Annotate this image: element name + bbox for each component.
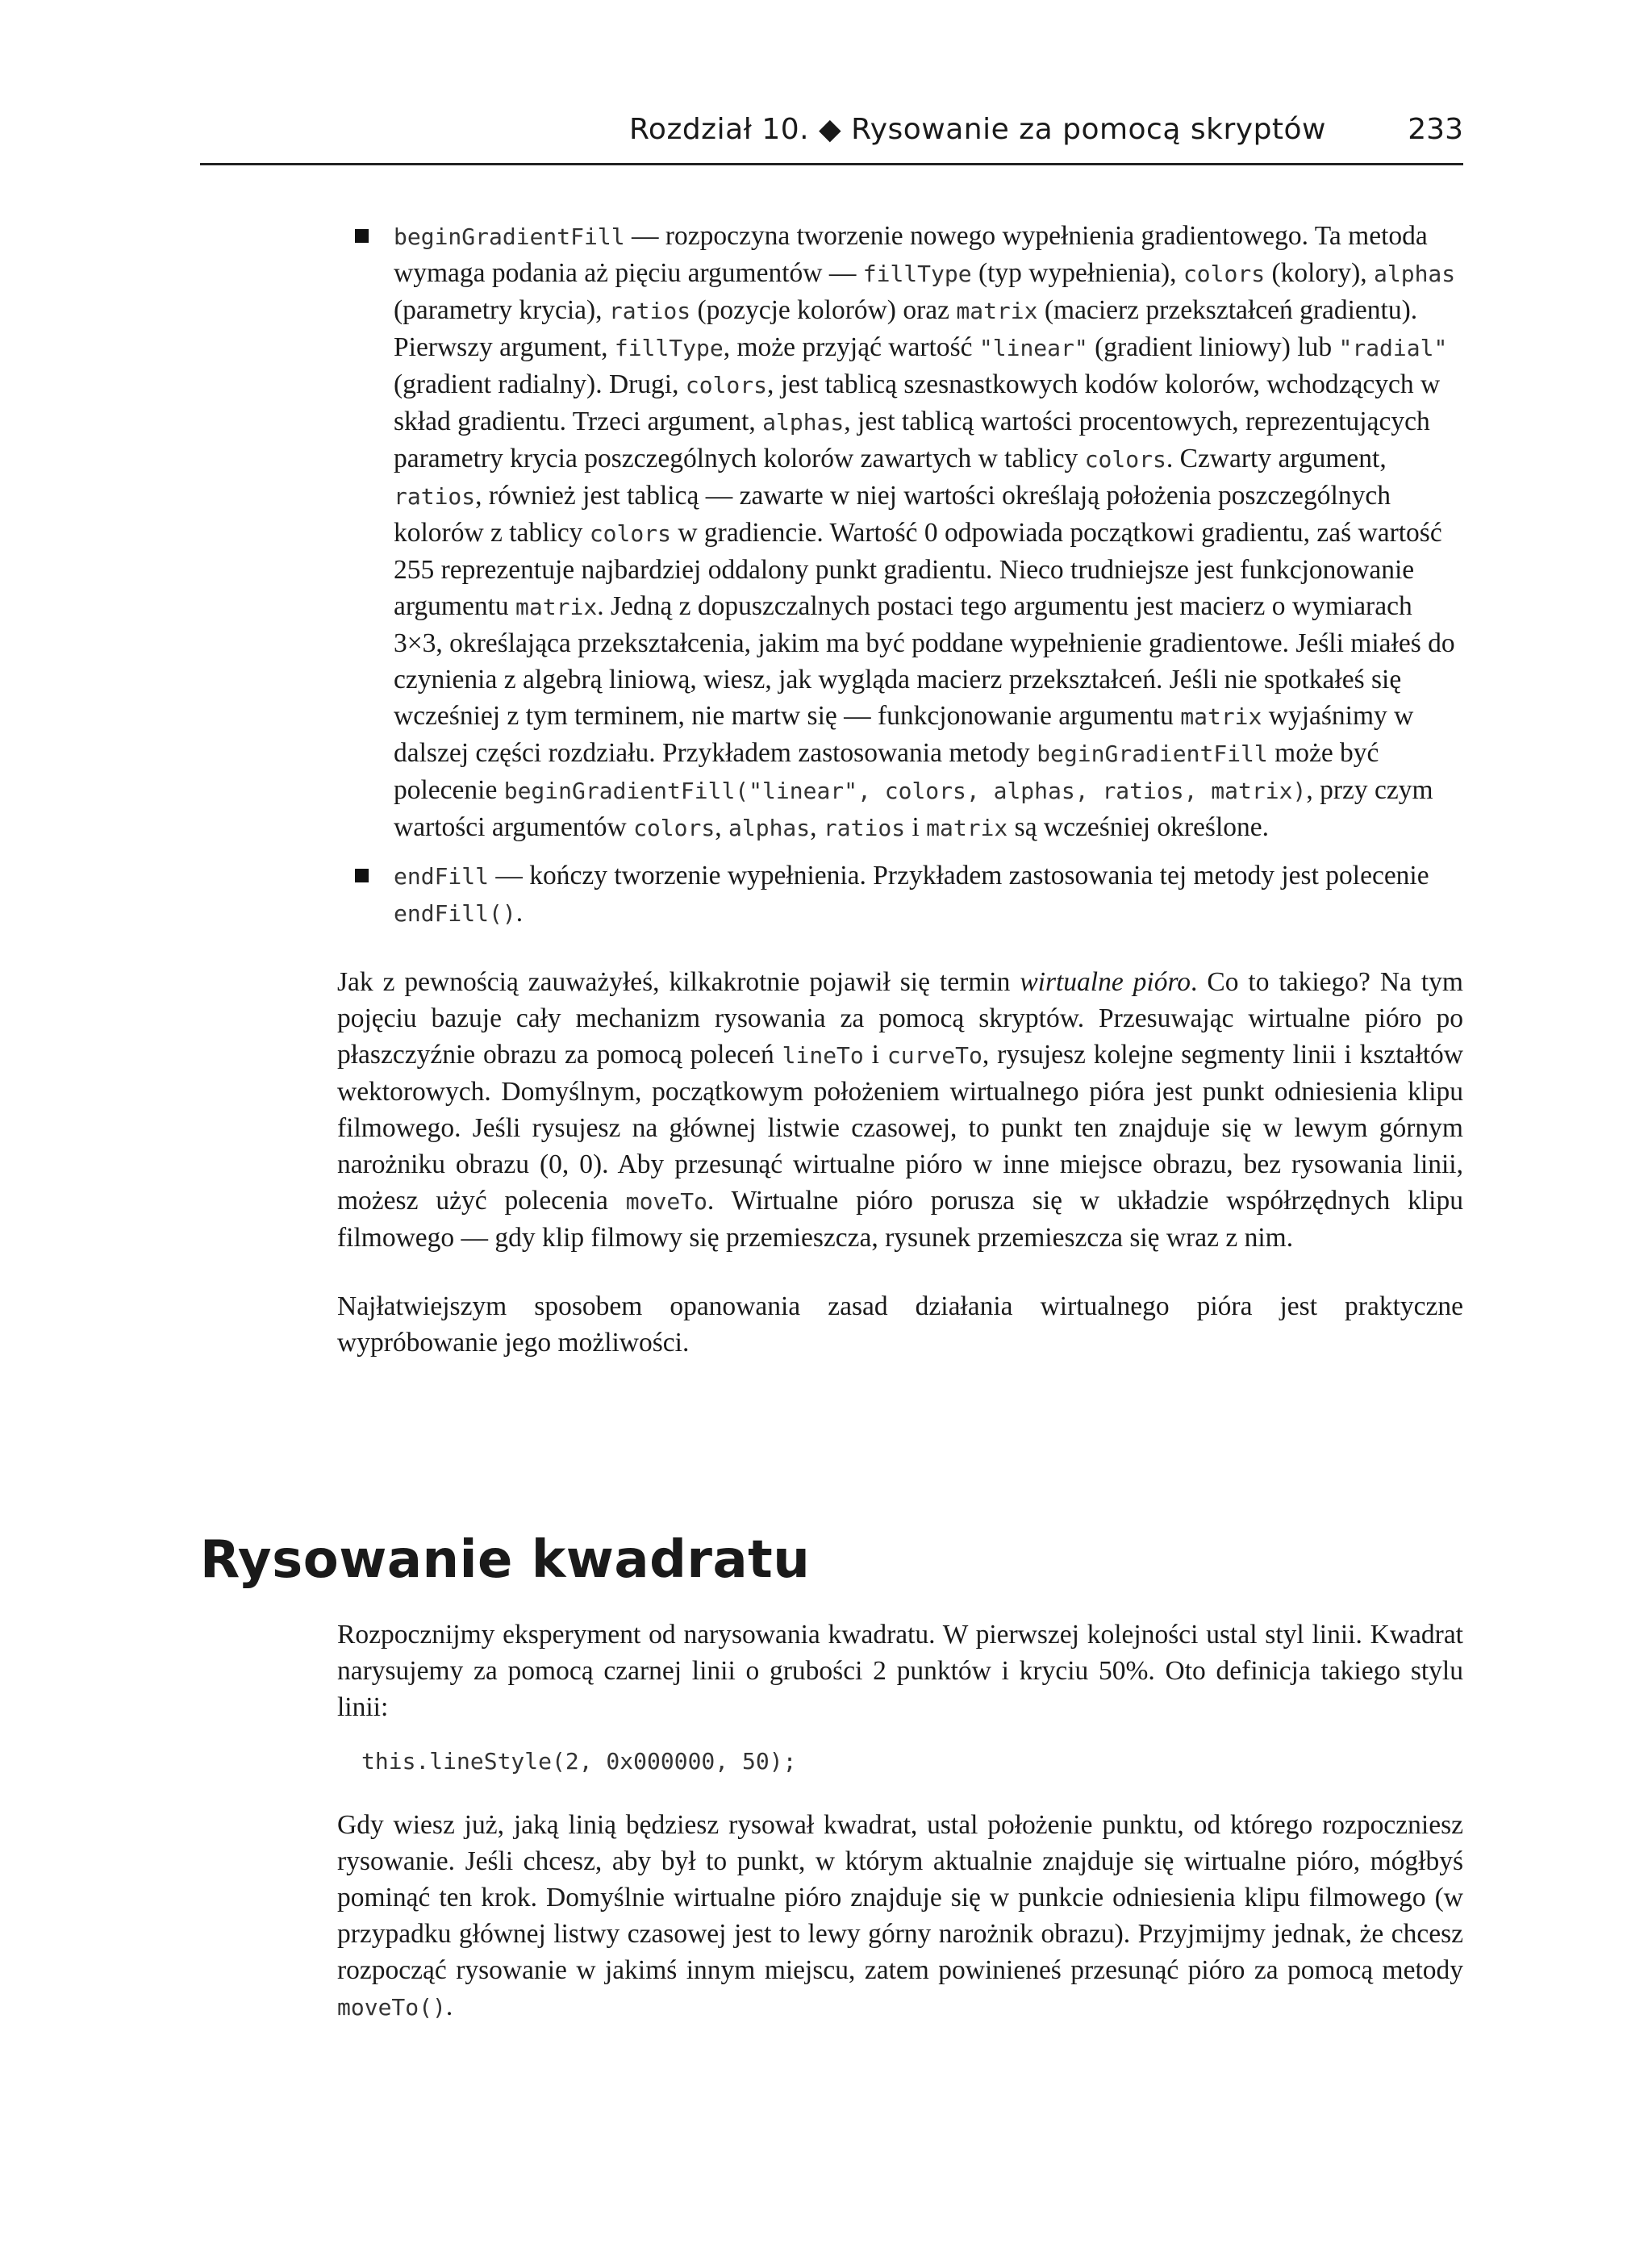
inline-code: endFill() <box>394 900 516 927</box>
paragraph <box>337 964 1463 1256</box>
text-run: , również jest tablicą — zawarte w niej wartości określają położenia poszczególnych kolorów z tablicy <box>394 481 1391 548</box>
inline-code: ratios <box>608 298 691 324</box>
running-header <box>200 113 1463 165</box>
text-run: . <box>515 898 524 928</box>
inline-code: endFill <box>394 863 490 890</box>
text-run: Jak z pewnością zauważyłeś, kilkakrotnie pojawił się termin <box>337 967 1020 997</box>
inline-code: beginGradientFill <box>1037 740 1268 767</box>
text-run: i <box>863 1040 887 1070</box>
inline-code: colors <box>685 372 768 398</box>
inline-code: alphas <box>728 815 811 841</box>
inline-code: moveTo <box>625 1188 707 1215</box>
inline-code: curveTo <box>886 1042 982 1069</box>
method-list <box>337 218 1463 932</box>
list-item <box>337 218 1463 846</box>
inline-code: matrix <box>515 594 598 620</box>
text-run: , jest tablicą szesnastkowych kodów kolorów, wchodzących w skład gradientu. Trzeci argument, <box>394 369 1441 436</box>
paragraph: Rozpocznijmy eksperyment od narysowania kwadratu. W pierwszej kolejności ustal styl linii. Kwadrat narysujemy za pomocą czarnej linii o grubości 2 punktów i kryciu 50%. Oto definicja takiego stylu linii: <box>337 1620 1463 1722</box>
running-header-title: Rozdział 10. ◆ Rysowanie za pomocą skryptów <box>629 113 1326 146</box>
emphasis: wirtualne pióro <box>1020 967 1191 997</box>
text-run: , przy czym wartości argumentów <box>394 775 1433 842</box>
inline-code: fillType <box>614 335 724 361</box>
inline-code: ratios <box>823 815 906 841</box>
text-run: i <box>905 812 927 842</box>
text-run: może być polecenie <box>394 738 1379 805</box>
text-run: (parametry krycia), <box>394 295 609 325</box>
text-run: . Jedną z dopuszczalnych postaci tego argumentu jest macierz o wymiarach 3×3, określająca przekształcenia, jakim ma być poddane wypełnienie gradientowe. Jeśli miałeś do czynienia z algebrą liniową, wiesz, jak wygląda macierz przekształceń. Jeśli nie spotkałeś się wcześniej z tym terminem, nie martw się — funkcjonowanie argumentu <box>394 591 1455 731</box>
inline-code: matrix <box>956 298 1038 324</box>
inline-code: colors <box>633 815 715 841</box>
inline-code: colors <box>589 520 671 547</box>
square-bullet-icon <box>355 869 369 882</box>
text-run: — rozpoczyna tworzenie nowego wypełnienia gradientowego. Ta metoda wymaga podania aż pięciu argumentów — <box>394 221 1428 288</box>
code-listing: this.lineStyle(2, 0x000000, 50); <box>361 1748 797 1775</box>
inline-code: beginGradientFill <box>394 223 625 250</box>
inline-code: colors <box>1084 446 1166 473</box>
text-run: (typ wypełnienia), <box>971 258 1183 288</box>
text-run: — kończy tworzenie wypełnienia. Przykładem zastosowania tej metody jest polecenie <box>489 861 1429 891</box>
text-run: (gradient liniowy) lub <box>1087 332 1339 362</box>
text-run: , <box>715 812 728 842</box>
square-bullet-icon <box>355 229 369 243</box>
page-number: 233 <box>1408 113 1463 146</box>
list-item-text <box>394 861 1429 928</box>
text-run: , rysujesz kolejne segmenty linii i kształtów wektorowych. Domyślnym, początkowym położeniem wirtualnego pióra jest punkt odniesienia klipu filmowego. Jeśli rysujesz na głównej listwie czasowej, to punkt ten znajduje się w lewym górnym narożniku obrazu (0, 0). Aby przesunąć wirtualne pióro w inne miejsce obrazu, bez rysowania linii, możesz użyć polecenia <box>337 1040 1463 1216</box>
text-run: wyjaśnimy w dalszej części rozdziału. Przykładem zastosowania metody <box>394 701 1414 768</box>
inline-code: "radial" <box>1338 335 1448 361</box>
text-run: (pozycje kolorów) oraz <box>690 295 957 325</box>
text-run: (gradient radialny). Drugi, <box>394 369 686 399</box>
text-run: . Czwarty argument, <box>1166 444 1387 473</box>
inline-code: alphas <box>762 409 845 436</box>
text-run: , może przyjąć wartość <box>723 332 979 362</box>
text-run: Najłatwiejszym sposobem opanowania zasad działania wirtualnego pióra jest praktyczne wypróbowanie jego możliwości. <box>337 1291 1463 1358</box>
inline-code: matrix <box>1180 703 1262 730</box>
list-item-text <box>394 221 1455 842</box>
inline-code: beginGradientFill("linear", colors, alphas, ratios, matrix) <box>503 778 1307 804</box>
text-run: (macierz przekształceń gradientu). Pierwszy argument, <box>394 295 1418 362</box>
main-text <box>337 218 1463 1361</box>
list-item <box>337 857 1463 932</box>
text-run: . Wirtualne pióro porusza się w układzie współrzędnych klipu filmowego — gdy klip filmowy się przemieszcza, rysunek przemieszcza się wraz z nim. <box>337 1186 1463 1253</box>
paragraph <box>337 1288 1463 1361</box>
section-text <box>337 1616 1463 2025</box>
text-run: (kolory), <box>1265 258 1374 288</box>
text-run: , <box>810 812 824 842</box>
paragraph <box>337 1807 1463 2025</box>
text-run: , jest tablicą wartości procentowych, reprezentujących parametry krycia poszczególnych kolorów zawartych w tablicy <box>394 407 1430 473</box>
inline-code: colors <box>1183 261 1266 287</box>
text-run: w gradiencie. Wartość 0 odpowiada początkowi gradientu, zaś wartość 255 reprezentuje najbardziej oddalony punkt gradientu. Nieco trudniejsze jest funkcjonowanie argumentu <box>394 518 1442 621</box>
inline-code: ratios <box>394 483 476 510</box>
inline-code: matrix <box>926 815 1008 841</box>
inline-code: lineTo <box>782 1042 864 1069</box>
inline-code: alphas <box>1374 261 1456 287</box>
inline-code: fillType <box>862 261 972 287</box>
inline-code: moveTo() <box>337 1994 446 2021</box>
text-run: Gdy wiesz już, jaką linią będziesz rysował kwadrat, ustal położenie punktu, od którego rozpoczniesz rysowanie. Jeśli chcesz, aby był to punkt, w którym aktualnie znajduje się wirtualne pióro, mógłbyś pominąć ten krok. Domyślnie wirtualne pióro znajduje się w punkcie odniesienia klipu filmowego (w przypadku głównej listwy czasowej jest to lewy górny narożnik obrazu). Przyjmijmy jednak, że chcesz rozpocząć rysowanie w jakimś innym miejscu, zatem powinieneś przesunąć pióro za pomocą metody <box>337 1810 1463 1985</box>
text-run: . <box>445 1992 453 2021</box>
section-heading: Rysowanie kwadratu <box>200 1530 811 1590</box>
inline-code: "linear" <box>978 335 1088 361</box>
text-run: . Co to takiego? Na tym pojęciu bazuje cały mechanizm rysowania za pomocą skryptów. Przesuwając wirtualne pióro po płaszczyźnie obrazu za pomocą poleceń <box>337 967 1463 1070</box>
text-run: są wcześniej określone. <box>1007 812 1269 842</box>
